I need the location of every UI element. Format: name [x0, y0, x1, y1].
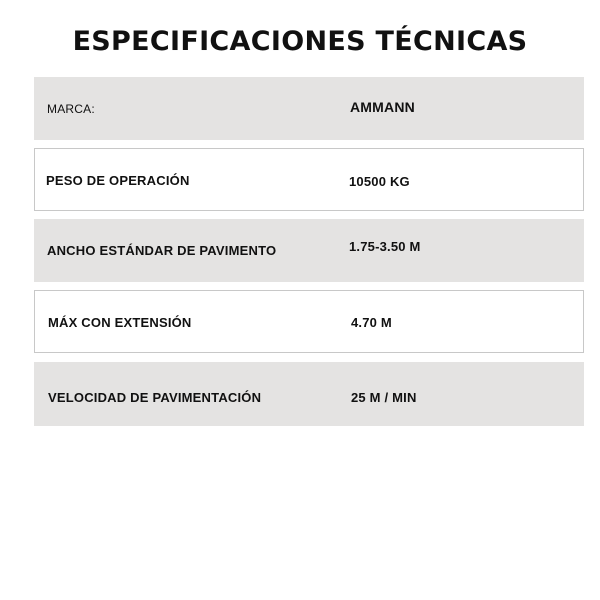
spec-value: AMMANN	[350, 99, 415, 115]
spec-label: ANCHO ESTÁNDAR DE PAVIMENTO	[47, 243, 277, 258]
spec-row-velocidad	[34, 362, 584, 426]
spec-label: MÁX CON EXTENSIÓN	[48, 315, 192, 330]
spec-value: 4.70 M	[351, 315, 392, 330]
spec-value: 10500 KG	[349, 174, 410, 189]
spec-value: 25 M / MIN	[351, 390, 417, 405]
spec-row-max-extension	[34, 290, 584, 353]
spec-row-marca	[34, 77, 584, 140]
spec-row-peso	[34, 148, 584, 211]
spec-row-ancho	[34, 219, 584, 282]
spec-label: VELOCIDAD DE PAVIMENTACIÓN	[48, 390, 262, 405]
spec-label: MARCA:	[47, 102, 95, 116]
spec-value: 1.75-3.50 M	[349, 239, 421, 254]
spec-label: PESO DE OPERACIÓN	[46, 173, 190, 188]
page-title: ESPECIFICACIONES TÉCNICAS	[72, 26, 528, 57]
